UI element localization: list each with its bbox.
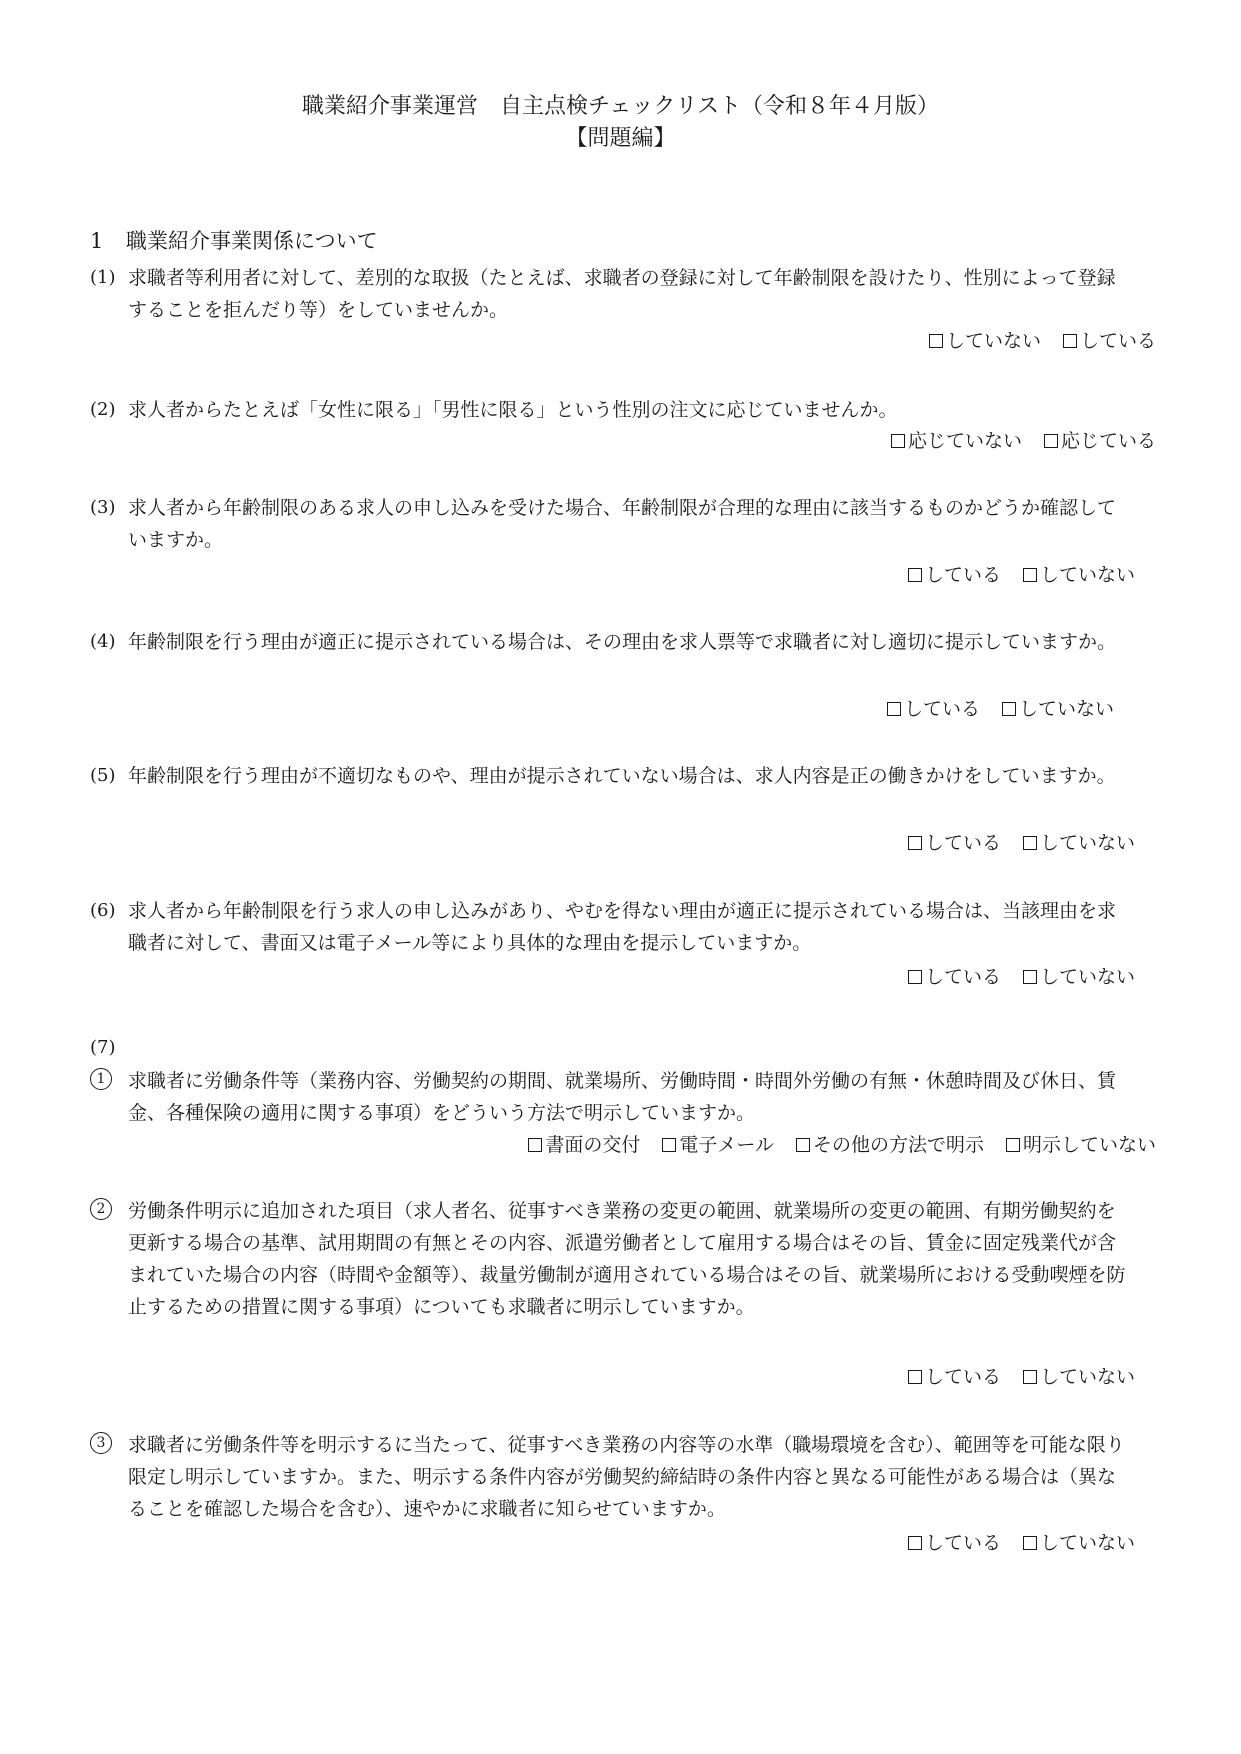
question-text: 求職者等利用者に対して、差別的な取扱（たとえば、求職者の登録に対して年齢制限を設けたり、性別によって登録することを拒んだり等）をしていませんか。: [128, 267, 1116, 321]
checkbox-icon[interactable]: [528, 1138, 542, 1152]
question-7-item-2: [90, 1195, 1170, 1323]
option-checkbox[interactable]: [796, 1130, 984, 1160]
checkbox-icon[interactable]: [1023, 1370, 1037, 1384]
option-checkbox[interactable]: [908, 1528, 1001, 1558]
question-text: 求人者から年齢制限のある求人の申し込みを受けた場合、年齢制限が合理的な理由に該当するものかどうか確認していますか。: [128, 497, 1117, 551]
question-7-item-2-options: [908, 1362, 1135, 1392]
question-number: (3): [90, 497, 116, 518]
option-checkbox[interactable]: [929, 326, 1041, 356]
option-checkbox[interactable]: [908, 560, 1001, 590]
checkbox-icon[interactable]: [908, 568, 922, 582]
question-1-options: [929, 326, 1156, 356]
option-label: していない: [1039, 1532, 1135, 1554]
question-number: (5): [90, 765, 116, 786]
question-7-item-1-options: [528, 1130, 1156, 1160]
question-7-item-1: [90, 1065, 1170, 1129]
question-text: 求人者からたとえば「女性に限る」「男性に限る」という性別の注文に応じていませんか。: [128, 399, 898, 421]
option-checkbox[interactable]: [1023, 560, 1135, 590]
circled-number-2: 2: [90, 1198, 112, 1220]
option-label: している: [924, 832, 1001, 854]
option-checkbox[interactable]: [1023, 962, 1135, 992]
section-heading: [90, 226, 378, 256]
question-text: 求職者に労働条件等（業務内容、労働契約の期間、就業場所、労働時間・時間外労働の有無・休憩時間及び休日、賃金、各種保険の適用に関する事項）をどういう方法で明示していますか。: [128, 1070, 1117, 1124]
question-5: [90, 760, 1170, 792]
checkbox-icon[interactable]: [1023, 836, 1037, 850]
question-text: 労働条件明示に追加された項目（求人者名、従事すべき業務の変更の範囲、就業場所の変更の範囲、有期労働契約を更新する場合の基準、試用期間の有無とその内容、派遣労働者として雇用する場合はその旨、賃金に固定残業代が含まれていた場合の内容（時間や金額等）、裁量労働制が適用されている場合はその旨、就業場所における受動喫煙を防止するための措置に関する事項）についても求職者に明示していますか。: [128, 1200, 1126, 1318]
question-2-options: [891, 426, 1156, 456]
question-3: [90, 492, 1170, 556]
checkbox-icon[interactable]: [1063, 334, 1077, 348]
checkbox-icon[interactable]: [796, 1138, 810, 1152]
question-number: (6): [90, 900, 116, 921]
question-4-options: [887, 694, 1114, 724]
option-label: している: [924, 564, 1001, 586]
option-label: 応じている: [1060, 430, 1156, 452]
option-checkbox[interactable]: [908, 828, 1001, 858]
option-checkbox[interactable]: [1023, 1362, 1135, 1392]
option-checkbox[interactable]: [908, 1362, 1001, 1392]
option-checkbox[interactable]: [1006, 1130, 1156, 1160]
option-label: していない: [1039, 1366, 1135, 1388]
option-label: している: [924, 1366, 1001, 1388]
question-number: (4): [90, 631, 116, 652]
option-label: している: [1079, 330, 1156, 352]
circled-number-1: 1: [90, 1068, 112, 1090]
option-label: していない: [1039, 832, 1135, 854]
option-checkbox[interactable]: [1023, 828, 1135, 858]
option-label: 書面の交付: [545, 1134, 641, 1156]
question-6-options: [908, 962, 1135, 992]
option-label: 応じていない: [907, 430, 1022, 452]
option-checkbox[interactable]: [1044, 426, 1156, 456]
question-7-item-3: [90, 1429, 1170, 1525]
question-text: 求人者から年齢制限を行う求人の申し込みがあり、やむを得ない理由が適正に提示されている場合は、当該理由を求職者に対して、書面又は電子メール等により具体的な理由を提示していますか。: [128, 900, 1117, 954]
section-number: 1: [90, 229, 104, 253]
option-checkbox[interactable]: [528, 1130, 640, 1160]
checkbox-icon[interactable]: [662, 1138, 676, 1152]
question-number: (2): [90, 399, 116, 420]
option-label: 電子メール: [679, 1134, 774, 1156]
option-checkbox[interactable]: [1002, 694, 1114, 724]
option-label: している: [903, 698, 980, 720]
question-7-item-3-options: [908, 1528, 1135, 1558]
question-text: 求職者に労働条件等を明示するに当たって、従事すべき業務の内容等の水準（職場環境を含む）、範囲等を可能な限り限定し明示していますか。また、明示する条件内容が労働契約締結時の条件内容と異なる可能性がある場合は（異なることを確認した場合を含む）、速やかに求職者に知らせていますか。: [128, 1434, 1125, 1520]
option-label: していない: [1039, 966, 1135, 988]
checkbox-icon[interactable]: [1006, 1138, 1020, 1152]
option-checkbox[interactable]: [891, 426, 1022, 456]
checkbox-icon[interactable]: [908, 1370, 922, 1384]
checkbox-icon[interactable]: [1023, 1536, 1037, 1550]
option-label: していない: [945, 330, 1041, 352]
option-label: している: [924, 1532, 1001, 1554]
option-checkbox[interactable]: [1023, 1528, 1135, 1558]
option-label: 明示していない: [1022, 1134, 1156, 1156]
checkbox-icon[interactable]: [1044, 434, 1058, 448]
question-2: [90, 394, 1170, 426]
question-4: [90, 626, 1170, 658]
question-text: 年齢制限を行う理由が不適切なものや、理由が提示されていない場合は、求人内容是正の働きかけをしていますか。: [128, 765, 1116, 787]
checkbox-icon[interactable]: [908, 970, 922, 984]
question-number: (7): [90, 1037, 116, 1058]
checkbox-icon[interactable]: [908, 836, 922, 850]
document-title: 職業紹介事業運営 自主点検チェックリスト（令和８年４月版）: [302, 94, 939, 119]
option-label: していない: [1039, 564, 1135, 586]
option-checkbox[interactable]: [908, 962, 1001, 992]
option-checkbox[interactable]: [887, 694, 980, 724]
checkbox-icon[interactable]: [1023, 970, 1037, 984]
checkbox-icon[interactable]: [891, 434, 905, 448]
checkbox-icon[interactable]: [929, 334, 943, 348]
checkbox-icon[interactable]: [887, 702, 901, 716]
checkbox-icon[interactable]: [1002, 702, 1016, 716]
question-text: 年齢制限を行う理由が適正に提示されている場合は、その理由を求人票等で求職者に対し適切に提示していますか。: [128, 631, 1117, 653]
document-subtitle: 【問題編】: [565, 126, 676, 151]
question-1: [90, 262, 1170, 326]
question-number: (1): [90, 267, 116, 288]
question-5-options: [908, 828, 1135, 858]
question-3-options: [908, 560, 1135, 590]
circled-number-3: 3: [90, 1432, 112, 1454]
checkbox-icon[interactable]: [1023, 568, 1037, 582]
section-title: 職業紹介事業関係について: [126, 229, 378, 253]
option-checkbox[interactable]: [1063, 326, 1156, 356]
option-checkbox[interactable]: [662, 1130, 774, 1160]
question-6: [90, 895, 1170, 959]
option-label: していない: [1018, 698, 1114, 720]
option-label: している: [924, 966, 1001, 988]
option-label: その他の方法で明示: [812, 1134, 984, 1156]
checkbox-icon[interactable]: [908, 1536, 922, 1550]
